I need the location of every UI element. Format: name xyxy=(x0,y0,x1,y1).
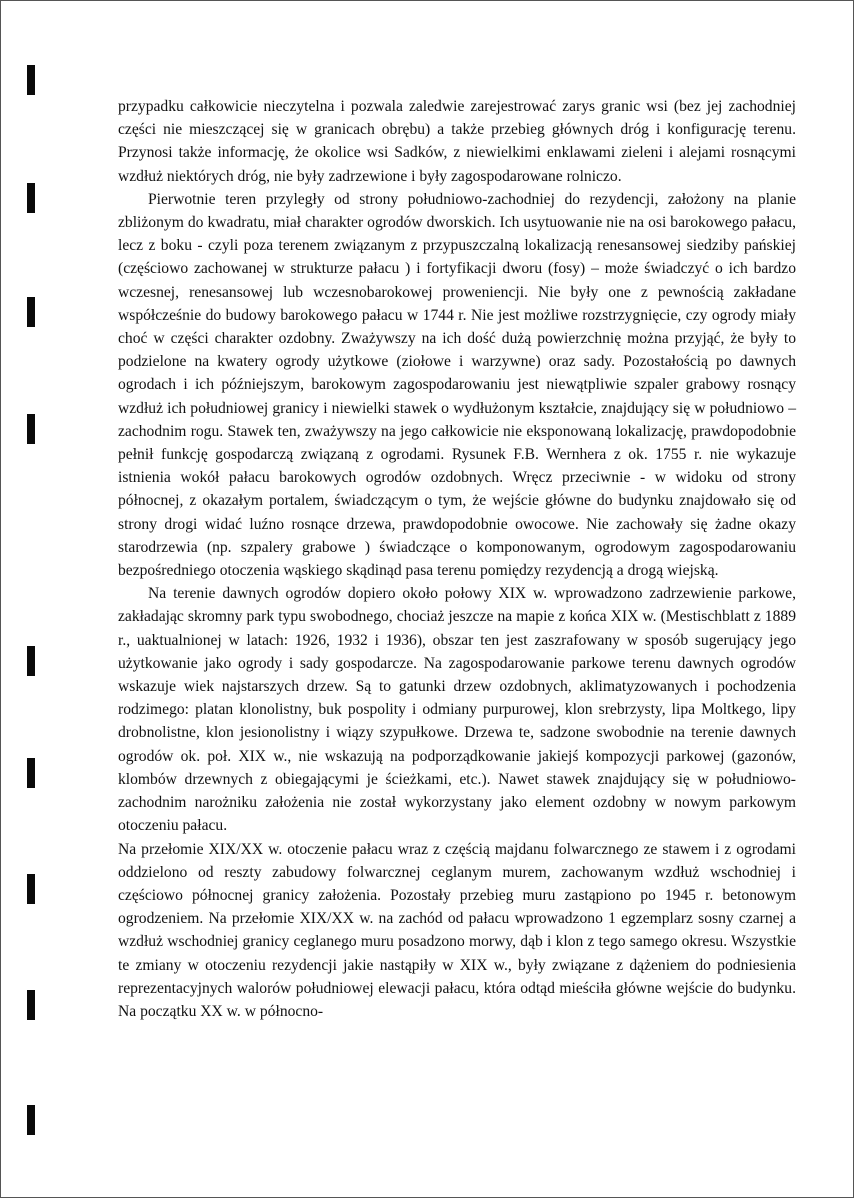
paragraph-2: Pierwotnie teren przyległy od strony południowo-zachodniej do rezydencji, założony na planie zbliżonym do kwadratu, miał charakter ogrodów dworskich. Ich usytuowanie nie na osi barokowego pałacu, lecz z boku - czyli poza terenem związanym z przypuszczalną lokalizacją renesansowej siedziby pańskiej (częściowo zachowanej w strukturze pałacu ) i fortyfikacji dworu (fosy) – może świadczyć o ich bardzo wczesnej, renesansowej lub wczesnobarokowej proweniencji. Nie były one z pewnością zakładane współcześnie do budowy barokowego pałacu w 1744 r. Nie jest możliwe rozstrzygnięcie, czy ogrody miały choć w części charakter ozdobny. Zważywszy na ich dość dużą powierzchnię można przyjąć, że były to podzielone na kwatery ogrody użytkowe (ziołowe i warzywne) oraz sady. Pozostałością po dawnych ogrodach i ich późniejszym, barokowym zagospodarowaniu jest niewątpliwie szpaler grabowy rosnący wzdłuż ich południowej granicy i niewielki stawek o wydłużonym kształcie, znajdujący się w południowo – zachodnim rogu. Stawek ten, zważywszy na jego całkowicie nie eksponowaną lokalizację, prawdopodobnie pełnił funkcję gospodarczą związaną z ogrodami. Rysunek F.B. Wernhera z ok. 1755 r. nie wykazuje istnienia wokół pałacu barokowych ogrodów ozdobnych. Wręcz przeciwnie - w widoku od strony północnej, z okazałym portalem, świadczącym o tym, że wejście główne do budynku znajdowało się od strony drogi widać luźno rosnące drzewa, prawdopodobnie owocowe. Nie zachowały się żadne okazy starodrzewia (np. szpalery grabowe ) świadczące o komponowanym, ogrodowym zagospodarowaniu bezpośredniego otoczenia wąskiego skądinąd pasa terenu pomiędzy rezydencją a drogą wiejską. xyxy=(118,190,796,580)
binding-mark xyxy=(27,990,35,1020)
binding-mark xyxy=(27,414,35,444)
binding-mark xyxy=(27,183,35,213)
binding-mark xyxy=(27,758,35,788)
binding-mark xyxy=(27,65,35,95)
binding-mark xyxy=(27,297,35,327)
binding-mark xyxy=(27,646,35,676)
binding-mark xyxy=(27,874,35,904)
paragraph-4: Na przełomie XIX/XX w. otoczenie pałacu wraz z częścią majdanu folwarcznego ze stawem i z ogrodami oddzielono od reszty zabudowy folwarcznej ceglanym murem, zachowanym wzdłuż wschodniej i częściowo północnej granicy założenia. Pozostały przebieg muru zastąpiono po 1945 r. betonowym ogrodzeniem. Na przełomie XIX/XX w. na zachód od pałacu wprowadzono 1 egzemplarz sosny czarnej a wzdłuż wschodniej granicy ceglanego muru posadzono morwy, dąb i klon z tego samego okresu. Wszystkie te zmiany w otoczeniu rezydencji jakie nastąpiły w XIX w., były związane z dążeniem do podniesienia reprezentacyjnych walorów południowej elewacji pałacu, która odtąd mieściła główne wejście do budynku. Na początku XX w. w północno- xyxy=(118,840,796,1020)
binding-marks xyxy=(27,1,39,1199)
binding-mark xyxy=(27,1105,35,1135)
paragraph-3: Na terenie dawnych ogrodów dopiero około połowy XIX w. wprowadzono zadrzewienie parkowe, zakładając skromny park typu swobodnego, chociaż jeszcze na mapie z końca XIX w. (Mestischblatt z 1889 r., uaktualnionej w latach: 1926, 1932 i 1936), obszar ten jest zaszrafowany w sposób sugerujący jego użytkowanie jako ogrody i sady gospodarcze. Na zagospodarowanie parkowe terenu dawnych ogrodów wskazuje wiek najstarszych drzew. Są to gatunki drzew ozdobnych, aklimatyzowanych i pochodzenia rodzimego: platan klonolistny, buk pospolity i odmiany purpurowej, klon srebrzysty, lipa Moltkego, lipy drobnolistne, klon jesionolistny i wiązy szypułkowe. Drzewa te, sadzone swobodnie na terenie dawnych ogrodów ok. poł. XIX w., nie wskazują na podporządkowanie jakiejś kompozycji parkowej (gazonów, klombów drzewnych z obiegającymi je ścieżkami, etc.). Nawet stawek znajdujący się w południowo-zachodnim narożniku założenia nie został wykorzystany jako element ozdobny w nowym parkowym otoczeniu pałacu. xyxy=(118,585,796,835)
body-text xyxy=(118,95,796,1023)
paragraph-1: przypadku całkowicie nieczytelna i pozwala zaledwie zarejestrować zarys granic wsi (bez jej zachodniej części nie mieszczącej się w granicach obrębu) a także przebieg głównych dróg i konfigurację terenu. Przynosi także informację, że okolice wsi Sadków, z niewielkimi enklawami zieleni i alejami rosnącymi wzdłuż niektórych dróg, nie były zadrzewione i były zagospodarowane rolniczo. xyxy=(118,98,796,185)
